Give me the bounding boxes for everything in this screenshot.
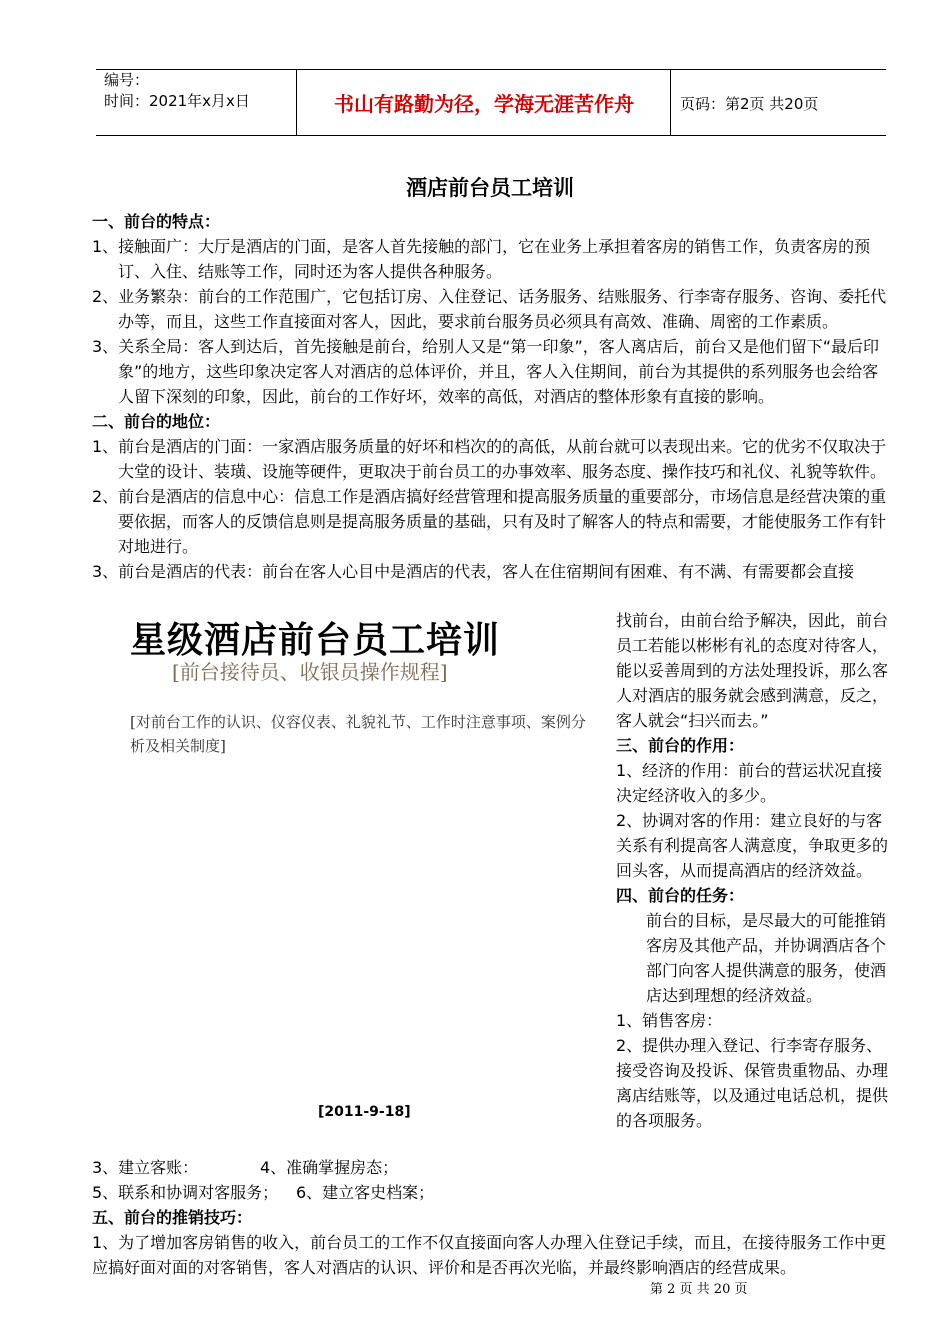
sections-bottom: [92, 1155, 892, 1280]
task-line: [92, 1180, 892, 1205]
list-item: 1、经济的作用：前台的营运状况直接决定经济收入的多少。: [616, 761, 883, 805]
list-item: 3、前台是酒店的代表：前台在客人心目中是酒店的代表，客人在住宿期间有困难、有不满、有需要都会直接: [92, 562, 855, 581]
header-divider: [296, 69, 297, 135]
page-footer: 第 2 页 共 20 页: [650, 1282, 748, 1297]
cover-title: 星级酒店前台员工培训: [130, 620, 501, 661]
section-heading: 二、前台的地位：: [92, 412, 221, 431]
sections-top: [92, 209, 892, 584]
section-heading: 一、前台的特点：: [92, 212, 221, 231]
list-item: 2、前台是酒店的信息中心：信息工作是酒店搞好经营管理和提高服务质量的重要部分，市场信息是经营决策的重要依据，而客人的反馈信息则是提高服务质量的基础，只有及时了解客人的特点和需要，才能使服务工作有针对地进行。: [92, 487, 887, 556]
header-motto: 书山有路勤为径，学海无涯苦作舟: [334, 92, 634, 116]
list-item: 2、协调对客的作用：建立良好的与客关系有利提高客人满意度，争取更多的回头客，从而提高酒店的经济效益。: [616, 811, 889, 880]
list-item: 3、关系全局：客人到达后，首先接触是前台，给别人又是“第一印象”，客人离店后，前台又是他们留下“最后印象”的地方，这些印象决定客人对酒店的总体评价，并且，客人入住期间，前台为其提供的系列服务也会给客人留下深刻的印象，因此，前台的工作好坏，效率的高低，对酒店的整体形象有直接的影响。: [92, 337, 880, 406]
task-item: 3、建立客账：: [92, 1158, 199, 1177]
task-item: 5、联系和协调对客服务；: [92, 1183, 279, 1202]
right-column: [616, 608, 896, 1133]
section-heading: 三、前台的作用：: [616, 736, 745, 755]
document-title: 酒店前台员工培训: [406, 176, 574, 200]
header-bottom-rule: [96, 135, 886, 136]
task-item: 6、建立客史档案；: [296, 1183, 435, 1202]
section-intro: 前台的目标，是尽最大的可能推销客房及其他产品，并协调酒店各个部门向客人提供满意的服务，使酒店达到理想的经济效益。: [646, 911, 887, 1005]
section-heading: 五、前台的推销技巧：: [92, 1208, 253, 1227]
section-heading: 四、前台的任务：: [616, 886, 745, 905]
list-item: 1、接触面广：大厅是酒店的门面，是客人首先接触的部门，它在业务上承担着客房的销售工作，负责客房的预订、入住、结账等工作，同时还为客人提供各种服务。: [92, 237, 871, 281]
header-time: 时间：2021年x月x日: [104, 92, 250, 110]
paragraph: 1、为了增加客房销售的收入，前台员工的工作不仅直接面向客人办理入住登记手续，而且，在接待服务工作中更应搞好面对面的对客销售，客人对酒店的认识、评价和是否再次光临，并最终影响酒店的经营成果。: [92, 1233, 887, 1277]
list-item: 1、销售客房：: [616, 1011, 723, 1030]
cover-date: [2011-9-18]: [318, 1104, 411, 1120]
cover-description: [对前台工作的认识、仪容仪表、礼貌礼节、工作时注意事项、案例分析及相关制度]: [130, 713, 586, 755]
task-line: [92, 1155, 892, 1180]
list-item: 2、提供办理入登记、行李寄存服务、接受咨询及投诉、保管贵重物品、办理离店结账等，以及通过电话总机，提供的各项服务。: [616, 1036, 889, 1130]
list-item: 1、前台是酒店的门面：一家酒店服务质量的好坏和档次的的高低，从前台就可以表现出来。它的优劣不仅取决于大堂的设计、装璜、设施等硬件，更取决于前台员工的办事效率、服务态度、操作技巧和礼仪、礼貌等软件。: [92, 437, 887, 481]
header-meta: [104, 70, 250, 112]
cover-subtitle: [前台接待员、收银员操作规程]: [172, 660, 448, 684]
task-item: 4、准确掌握房态；: [260, 1158, 399, 1177]
header-page-number: 页码：第2页 共20页: [680, 95, 819, 113]
continuation-text: 找前台，由前台给予解决，因此，前台员工若能以彬彬有礼的态度对待客人，能以妥善周到的方法处理投诉，那么客人对酒店的服务就会感到满意，反之，客人就会“扫兴而去。”: [616, 611, 889, 730]
header-divider: [670, 69, 671, 135]
list-item: 2、业务繁杂：前台的工作范围广，它包括订房、入住登记、话务服务、结账服务、行李寄存服务、咨询、委托代办等，而且，这些工作直接面对客人，因此，要求前台服务员必须具有高效、准确、周密的工作素质。: [92, 287, 887, 331]
header-code: 编号：: [104, 71, 150, 89]
